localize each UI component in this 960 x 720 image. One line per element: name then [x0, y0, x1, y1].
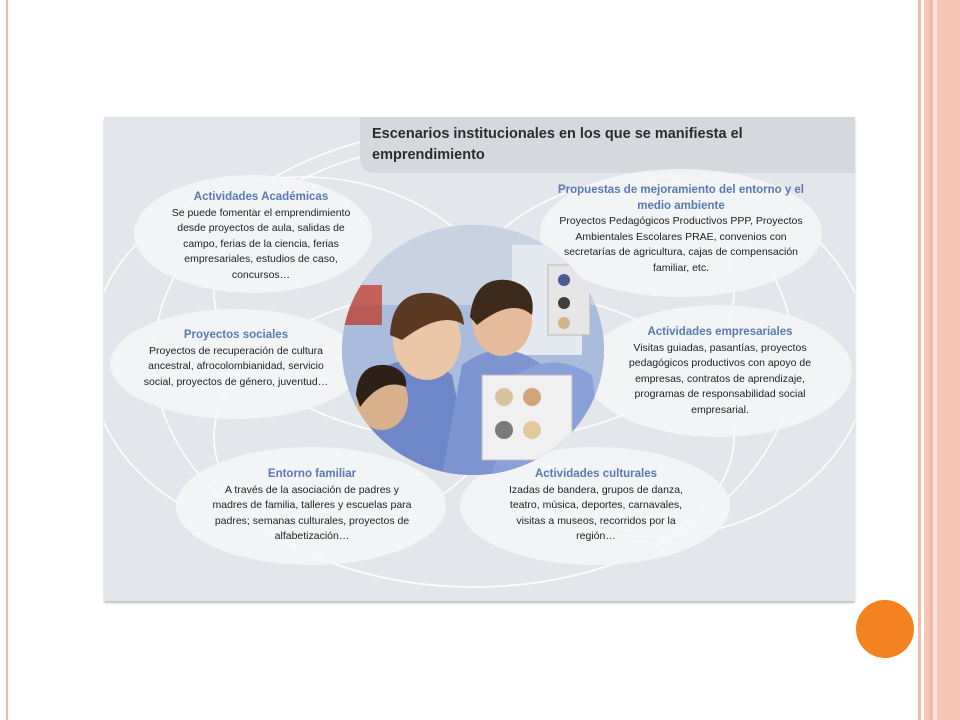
orange-circle-decoration: [856, 600, 914, 658]
block-heading: Actividades culturales: [534, 468, 658, 480]
block-body: Visitas guiadas, pasantías, proyectos pedagógicos productivos con apoyo de empresas, contratos de aprendizaje, programas de responsabilidad social empresarial.: [628, 341, 812, 416]
block-entorno-familiar: [212, 467, 412, 545]
block-propuestas-mejoramiento: [556, 183, 806, 276]
block-body: Izadas de bandera, grupos de danza, teatro, música, deportes, carnavales, visitas a museos, recorridos por la región…: [509, 483, 683, 542]
block-actividades-culturales: [496, 467, 696, 545]
block-heading: Actividades empresariales: [647, 326, 793, 338]
block-actividades-empresariales: [614, 325, 826, 418]
slide-frame-left: [6, 0, 8, 720]
block-heading: Propuestas de mejoramiento del entorno y el medio ambiente: [557, 184, 805, 212]
block-body: Proyectos de recuperación de cultura ancestral, afrocolombianidad, servicio social, proyectos de género, juventud…: [143, 344, 329, 388]
block-body: Se puede fomentar el emprendimiento desde proyectos de aula, salidas de campo, ferias de la ciencia, ferias empresariales, estudios de caso, concursos…: [171, 206, 351, 281]
block-heading: Proyectos sociales: [183, 329, 289, 341]
slide-frame-line: [918, 0, 921, 720]
slide-frame-gap: [933, 0, 937, 720]
block-heading: Actividades Académicas: [193, 191, 329, 203]
block-heading: Entorno familiar: [267, 468, 357, 480]
block-proyectos-sociales: [134, 328, 338, 390]
block-body: Proyectos Pedagógicos Productivos PPP, Proyectos Ambientales Escolares PRAE, convenios con secretarías de agricultura, cajas de compensación familiar, etc.: [559, 215, 803, 274]
block-body: A través de la asociación de padres y madres de familia, talleres y escuelas para padres; semanas culturales, proyectos de alfabetización…: [212, 483, 412, 542]
figure-title: Escenarios institucionales en los que se manifiesta el emprendimiento: [372, 126, 743, 163]
diagram-figure: [104, 117, 855, 601]
block-actividades-academicas: [166, 190, 356, 283]
